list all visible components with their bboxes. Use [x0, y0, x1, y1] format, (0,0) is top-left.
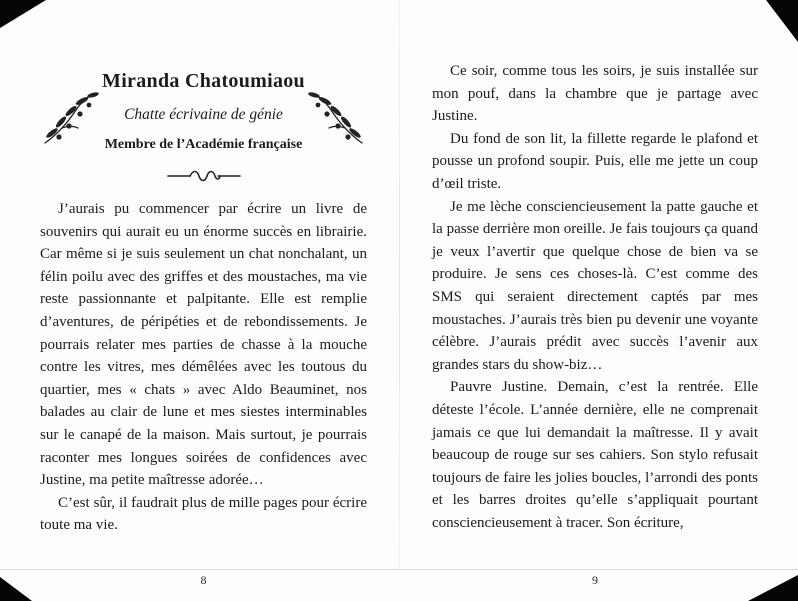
paragraph: Pauvre Justine. Demain, c’est la rentrée. Elle déteste l’école. L’année dernière, elle ne comprenait jamais ce que lui demandait la maîtresse. Il y avait beaucoup de rouge sur ses cahiers. Son stylo refusait toujours de faire les jolies boucles, l’arrondi des ponts et les barres droites qu’elle s’appliquait pourtant consciencieusement à tracer. Son écriture, [432, 379, 758, 531]
chapter-affiliation: Membre de l’Académie française [104, 137, 303, 152]
page-number-left: 8 [200, 573, 207, 587]
chapter-header [40, 0, 367, 186]
page-number-right: 9 [592, 573, 598, 587]
right-page [432, 0, 758, 601]
scan-corner-top-right [766, 0, 798, 42]
chapter-subtitle: Chatte écrivaine de génie [124, 106, 283, 123]
olive-branch-right-icon [307, 86, 365, 148]
paragraph: Ce soir, comme tous les soirs, je suis installée sur mon pouf, dans la chambre que je partage avec Justine. [432, 63, 758, 125]
olive-branch-left-icon [42, 86, 100, 148]
left-page [40, 0, 367, 601]
paragraph: Du fond de son lit, la fillette regarde le plafond et pousse un profond soupir. Puis, elle me jette un coup d’œil triste. [432, 130, 758, 192]
paragraph: J’aurais pu commencer par écrire un livre de souvenirs qui aurait eu un énorme succès en librairie. Car même si je suis seulement un chat nonchalant, un félin poilu avec des griffes et des moustaches, ma vie reste passionnante et palpitante. Elle est remplie d’aventures, de péripéties et de rebondissements. Je pourrais relater mes parties de chasse à la mouche contre les vitres, mes démêlées avec les toutous du quartier, mes « chats » avec Aldo Beauminet, nos balades au clair de lune et mes siestes interminables sur le canapé de la maison. Mais surtout, je pourrais raconter mes longues soirées de confidences avec Justine, ma petite maîtresse adorée… [40, 201, 367, 489]
paragraph: C’est sûr, il faudrait plus de mille pages pour écrire toute ma vie. [40, 494, 367, 534]
page-gutter-line [399, 0, 400, 570]
chapter-title: Miranda Chatoumiaou [102, 70, 305, 92]
squiggle-divider-icon [40, 168, 367, 186]
scan-corner-bottom-left [0, 577, 32, 601]
paragraph: Je me lèche consciencieusement la patte gauche et la passe derrière mon oreille. Je fais toujours ça quand je veux l’avertir que quelque chose de bien va se produire. Je sens ces choses-là. C’est comme des SMS qui seraient directement captés par mes moustaches. J’aurais très bien pu devenir une voyante célèbre. J’aurais prédit avec succès l’avenir aux grandes stars du show-biz… [432, 198, 758, 373]
